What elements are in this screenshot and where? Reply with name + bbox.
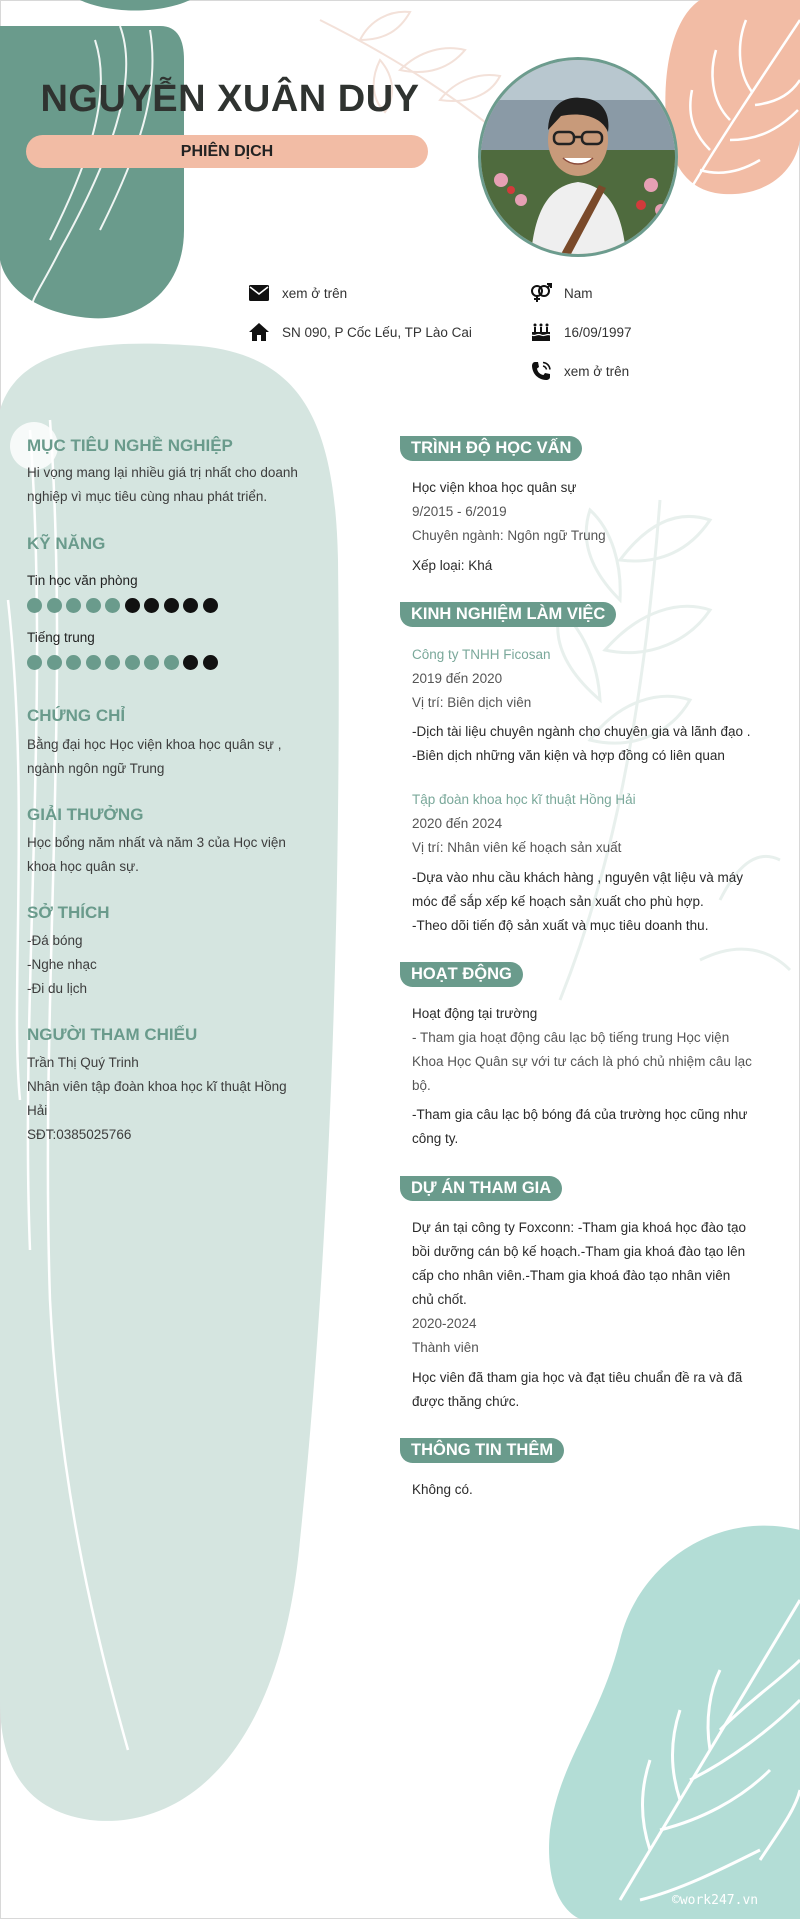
certificate-line: ngành ngôn ngữ Trung — [27, 761, 165, 776]
projects-heading: DỰ ÁN THAM GIA — [400, 1176, 562, 1201]
hobbies-heading: SỞ THÍCH — [27, 903, 110, 922]
job-duty: -Theo dõi tiến độ sản xuất và mục tiêu doanh thu. — [412, 918, 709, 933]
objective-heading: MỤC TIÊU NGHỀ NGHIỆP — [27, 436, 233, 455]
contact-birthday — [530, 322, 632, 342]
education-heading: TRÌNH ĐỘ HỌC VẤN — [400, 436, 582, 461]
activity-line: công ty. — [412, 1131, 459, 1146]
skill-dot-filled — [164, 655, 179, 670]
certificates-heading: CHỨNG CHỈ — [27, 706, 126, 725]
skill-dot-empty — [144, 598, 159, 613]
contact-address — [248, 322, 472, 342]
hobby-item: -Đá bóng — [27, 933, 83, 948]
activities-heading: HOẠT ĐỘNG — [400, 962, 523, 987]
awards-heading: GIẢI THƯỞNG — [27, 805, 144, 824]
birthday-value: 16/09/1997 — [564, 324, 632, 340]
reference-line: SĐT:0385025766 — [27, 1127, 132, 1142]
project-role: Thành viên — [412, 1340, 479, 1355]
skill-dot-empty — [164, 598, 179, 613]
education-grade: Xếp loại: Khá — [412, 558, 493, 573]
job-title-pill — [26, 135, 428, 168]
skill-dot-filled — [27, 655, 42, 670]
skill-dot-filled — [47, 598, 62, 613]
job-period: 2020 đến 2024 — [412, 816, 503, 831]
contact-email — [248, 283, 347, 303]
job-duty: -Dịch tài liệu chuyên ngành cho chuyên gia và lãnh đạo . — [412, 724, 751, 739]
skill-dot-filled — [47, 655, 62, 670]
job-duty: -Biên dịch những văn kiện và hợp đồng có liên quan — [412, 748, 725, 763]
hobby-item: -Nghe nhạc — [27, 957, 97, 972]
skill-name: Tin học văn phòng — [27, 573, 138, 588]
activity-line: bộ. — [412, 1078, 431, 1093]
address-value: SN 090, P Cốc Lếu, TP Lào Cai — [282, 324, 472, 340]
activity-heading: Hoạt động tại trường — [412, 1006, 538, 1021]
project-line: Dự án tại công ty Foxconn: -Tham gia khoá học đào tạo — [412, 1220, 746, 1235]
extra-info-heading: THÔNG TIN THÊM — [400, 1438, 564, 1463]
skill-dot-empty — [203, 598, 218, 613]
project-line: chủ chốt. — [412, 1292, 467, 1307]
objective-line: nghiệp vì mục tiêu cùng nhau phát triển. — [27, 489, 268, 504]
skill-dot-filled — [105, 655, 120, 670]
home-icon — [248, 322, 270, 342]
top-left-blob — [0, 26, 184, 318]
skill-dot-empty — [203, 655, 218, 670]
project-line: bồi dưỡng cán bộ kế hoạch.-Tham gia khoá đào tạo lên — [412, 1244, 746, 1259]
job-position: Vị trí: Biên dịch viên — [412, 695, 532, 710]
skill-dot-filled — [66, 655, 81, 670]
skill-dot-empty — [183, 655, 198, 670]
education-school: Học viện khoa học quân sự — [412, 480, 577, 495]
experience-heading: KINH NGHIỆM LÀM VIỆC — [400, 602, 616, 627]
job-duty: móc để sắp xếp kế hoạch sản xuất cho phù hợp. — [412, 894, 704, 909]
watermark: ©work247.vn — [672, 1893, 759, 1908]
award-line: Học bổng năm nhất và năm 3 của Học viện — [27, 835, 286, 850]
references-heading: NGƯỜI THAM CHIẾU — [27, 1025, 198, 1044]
skill-dot-empty — [125, 598, 140, 613]
gender-icon — [530, 283, 552, 303]
skill-dot-empty — [183, 598, 198, 613]
email-value: xem ở trên — [282, 285, 348, 301]
contact-phone — [530, 361, 629, 381]
skill-rating — [27, 655, 218, 670]
skills-heading: KỸ NĂNG — [27, 534, 106, 553]
phone-value: xem ở trên — [564, 363, 630, 379]
skill-dot-filled — [144, 655, 159, 670]
skill-dot-filled — [125, 655, 140, 670]
skill-dot-filled — [86, 598, 101, 613]
job-company: Tập đoàn khoa học kĩ thuật Hồng Hải — [412, 792, 636, 807]
skill-dot-filled — [86, 655, 101, 670]
job-period: 2019 đến 2020 — [412, 671, 503, 686]
contact-gender — [530, 283, 593, 303]
avatar — [478, 57, 678, 257]
candidate-name: NGUYỄN XUÂN DUY — [40, 78, 420, 120]
skill-name: Tiếng trung — [27, 630, 95, 645]
skill-dot-filled — [66, 598, 81, 613]
reference-line: Hải — [27, 1103, 48, 1118]
gender-value: Nam — [564, 285, 593, 301]
hobby-item: -Đi du lịch — [27, 981, 88, 996]
skill-rating — [27, 598, 218, 613]
job-position: Vị trí: Nhân viên kế hoạch sản xuất — [412, 840, 622, 855]
project-result: được thăng chức. — [412, 1394, 520, 1409]
phone-icon — [530, 361, 552, 381]
reference-line: Nhân viên tập đoàn khoa học kĩ thuật Hồng — [27, 1079, 287, 1094]
project-period: 2020-2024 — [412, 1316, 477, 1331]
activity-line: Khoa Học Quân sự với tư cách là phó chủ nhiệm câu lạc — [412, 1054, 752, 1069]
job-duty: -Dựa vào nhu cầu khách hàng , nguyên vật liệu và máy — [412, 870, 743, 885]
skill-dot-filled — [27, 598, 42, 613]
education-major: Chuyên ngành: Ngôn ngữ Trung — [412, 528, 606, 543]
objective-line: Hi vọng mang lại nhiều giá trị nhất cho doanh — [27, 465, 298, 480]
reference-line: Trần Thị Quý Trinh — [27, 1055, 139, 1070]
award-line: khoa học quân sự. — [27, 859, 139, 874]
project-line: cấp cho nhân viên.-Tham gia khoá đào tạo nhân viên — [412, 1268, 731, 1283]
activity-line: -Tham gia câu lạc bộ bóng đá của trường học cũng như — [412, 1107, 748, 1122]
job-company: Công ty TNHH Ficosan — [412, 647, 551, 662]
project-result: Học viên đã tham gia học và đạt tiêu chuẩn đề ra và đã — [412, 1370, 743, 1385]
job-title: PHIÊN DỊCH — [180, 143, 274, 160]
certificate-line: Bằng đại học Học viện khoa học quân sự , — [27, 737, 282, 752]
skill-dot-filled — [105, 598, 120, 613]
birthday-cake-icon — [530, 322, 552, 342]
envelope-icon — [248, 283, 270, 303]
bottom-right-blob — [549, 1526, 800, 1919]
activity-line: - Tham gia hoạt động câu lạc bộ tiếng trung Học viện — [412, 1030, 730, 1045]
avatar-photo — [481, 60, 675, 254]
extra-info-text: Không có. — [412, 1482, 473, 1497]
education-period: 9/2015 - 6/2019 — [412, 504, 507, 519]
